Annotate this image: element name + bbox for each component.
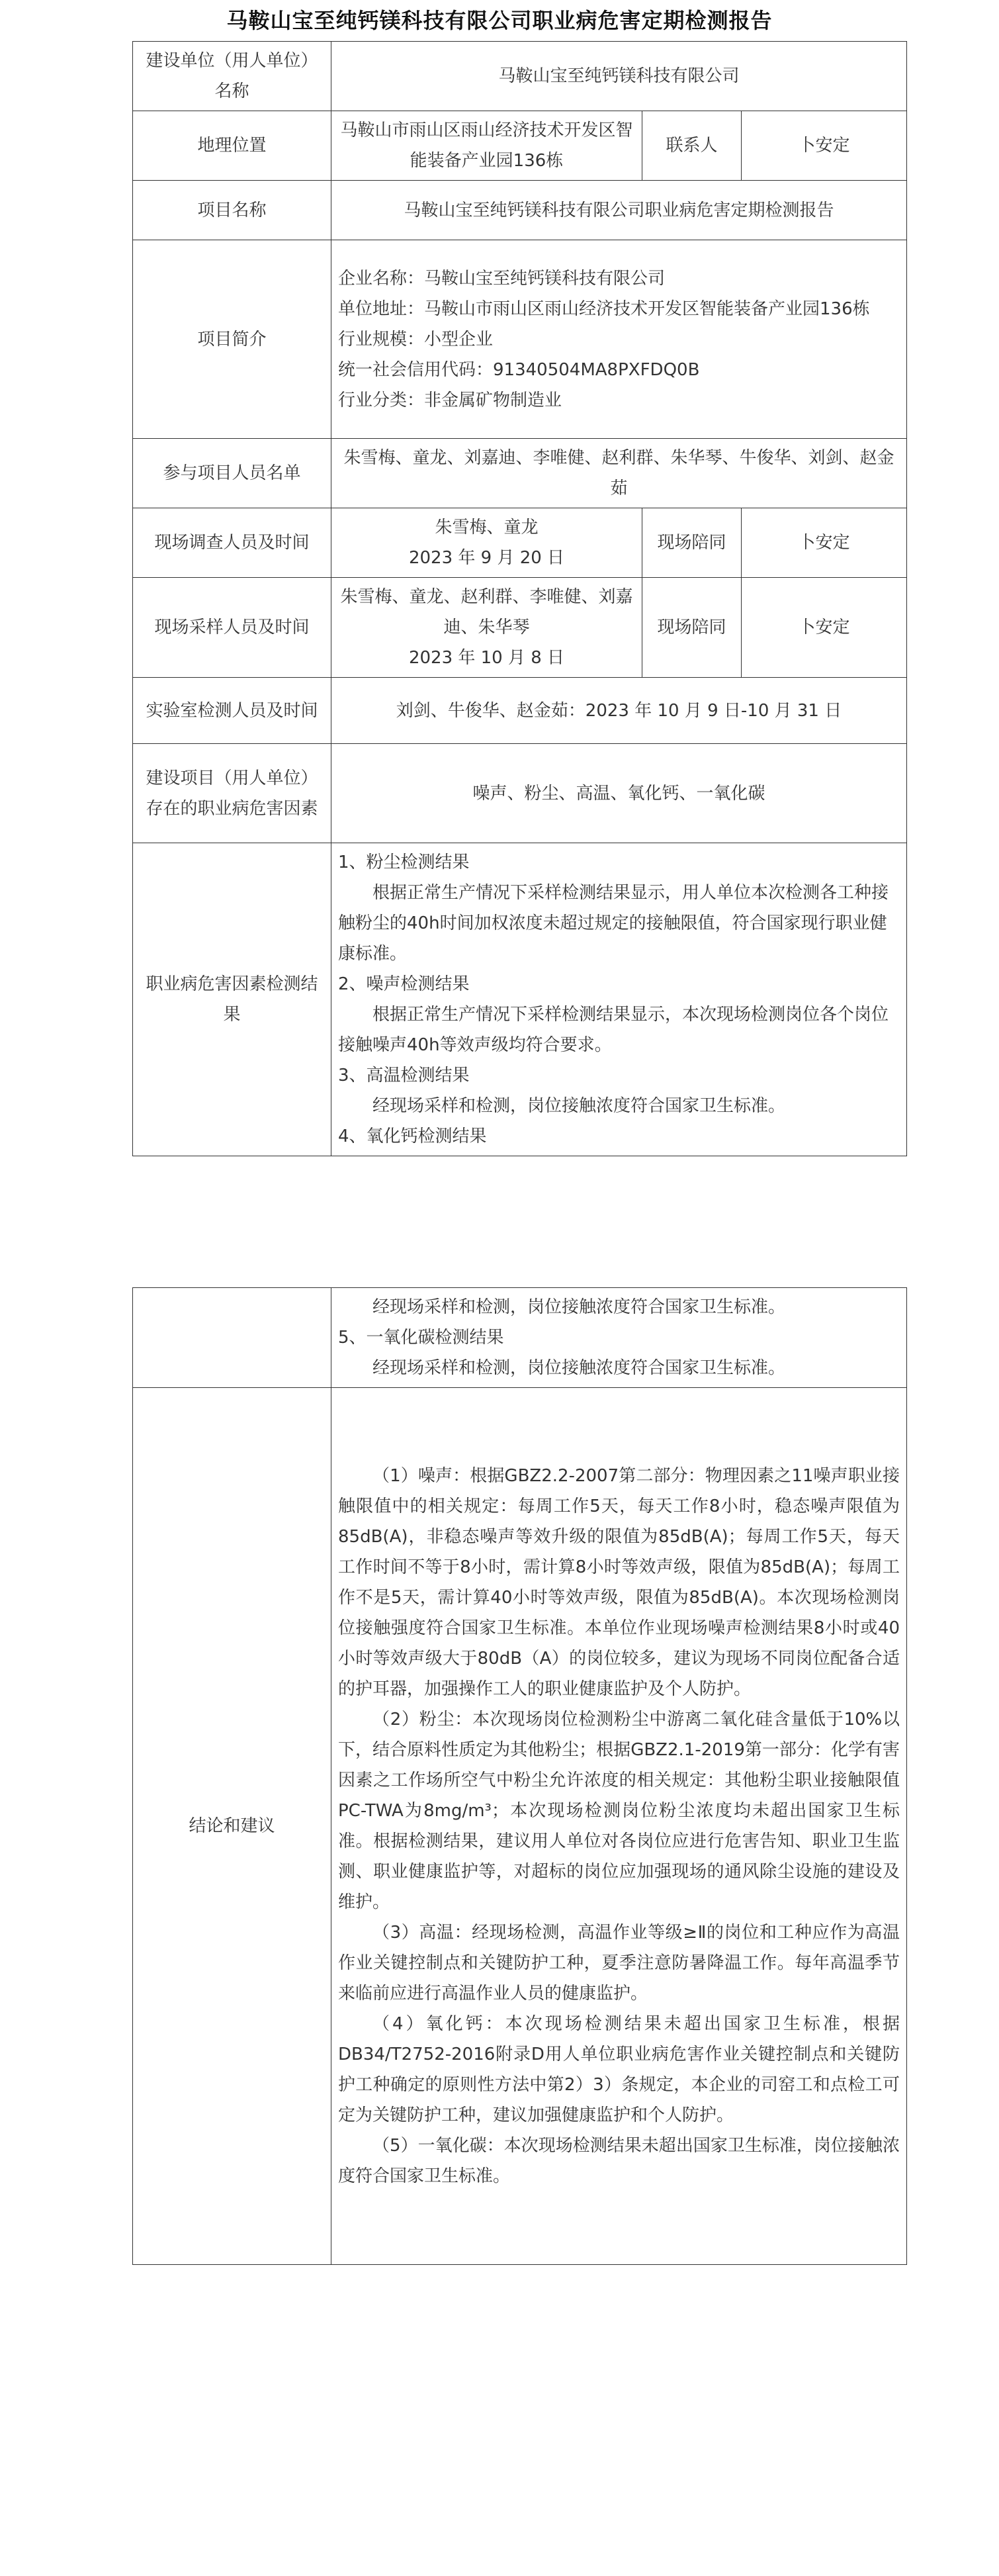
row-hazards xyxy=(133,744,907,843)
contact-label: 联系人 xyxy=(642,111,742,181)
survey-accompany-label: 现场陪同 xyxy=(642,508,742,578)
dust-result-heading: 1、粉尘检测结果 xyxy=(338,852,470,872)
lab-value: 刘剑、牛俊华、赵金茹：2023 年 10 月 9 日-10 月 31 日 xyxy=(331,678,907,744)
row-lab xyxy=(133,678,907,744)
noise-result-heading: 2、噪声检测结果 xyxy=(338,974,470,994)
co-result-text: 经现场采样和检测，岗位接触浓度符合国家卫生标准。 xyxy=(372,1358,786,1378)
page-title: 马鞍山宝至纯钙镁科技有限公司职业病危害定期检测报告 xyxy=(226,8,773,33)
noise-result-text: 根据正常生产情况下采样检测结果显示，本次现场检测岗位各个岗位接触噪声40h等效声级均符合要求。 xyxy=(338,1005,889,1055)
conclusion-heat: （3）高温：经现场检测，高温作业等级≥Ⅱ的岗位和工种应作为高温作业关键控制点和关键防护工种，夏季注意防暑降温工作。每年高温季节来临前应进行高温作业人员的健康监护。 xyxy=(338,1923,900,2003)
cao-result-text: 经现场采样和检测，岗位接触浓度符合国家卫生标准。 xyxy=(372,1297,786,1317)
intro-label: 项目简介 xyxy=(133,240,331,439)
unit-label: 建设单位（用人单位）名称 xyxy=(133,42,331,111)
hazards-label: 建设项目（用人单位）存在的职业病危害因素 xyxy=(133,744,331,843)
intro-content xyxy=(331,240,907,439)
conclusion-cao: （4）氧化钙：本次现场检测结果未超出国家卫生标准，根据DB34/T2752-2016附录D用人单位职业病危害作业关键控制点和关键防护工种确定的原则性方法中第2）3）条规定，本企业的司窑工和点检工可定为关键防护工种，建议加强健康监护和个人防护。 xyxy=(338,2014,900,2125)
report-table-page-1 xyxy=(132,41,907,1156)
cao-result-heading: 4、氧化钙检测结果 xyxy=(338,1127,487,1146)
sampling-people: 朱雪梅、童龙、赵利群、李唯健、刘嘉迪、朱华琴 xyxy=(340,587,633,637)
sampling-label: 现场采样人员及时间 xyxy=(133,578,331,678)
survey-people: 朱雪梅、童龙 xyxy=(435,518,539,537)
unit-value: 马鞍山宝至纯钙镁科技有限公司 xyxy=(331,42,907,111)
row-unit xyxy=(133,42,907,111)
results-content xyxy=(331,843,907,1156)
row-intro xyxy=(133,240,907,439)
row-location xyxy=(133,111,907,181)
lab-label: 实验室检测人员及时间 xyxy=(133,678,331,744)
row-survey xyxy=(133,508,907,578)
results-continued-content xyxy=(331,1288,907,1388)
sampling-date: 2023 年 10 月 8 日 xyxy=(408,648,565,668)
location-value: 马鞍山市雨山区雨山经济技术开发区智能装备产业园136栋 xyxy=(331,111,642,181)
intro-company-name: 企业名称：马鞍山宝至纯钙镁科技有限公司 xyxy=(338,268,666,289)
survey-accompany-value: 卜安定 xyxy=(742,508,907,578)
results-continued-label xyxy=(133,1288,331,1388)
dust-result-text: 根据正常生产情况下采样检测结果显示，用人单位本次检测各工种接触粉尘的40h时间加权浓度未超过规定的接触限值，符合国家现行职业健康标准。 xyxy=(338,883,889,964)
hazards-value: 噪声、粉尘、高温、氧化钙、一氧化碳 xyxy=(331,744,907,843)
survey-cell xyxy=(331,508,642,578)
conclusion-label: 结论和建议 xyxy=(133,1388,331,2265)
survey-date: 2023 年 9 月 20 日 xyxy=(408,548,565,568)
intro-industry: 行业分类：非金属矿物制造业 xyxy=(338,390,562,410)
project-name-label: 项目名称 xyxy=(133,181,331,240)
heat-result-heading: 3、高温检测结果 xyxy=(338,1066,470,1085)
row-sampling xyxy=(133,578,907,678)
sampling-accompany-label: 现场陪同 xyxy=(642,578,742,678)
intro-scale: 行业规模：小型企业 xyxy=(338,329,494,349)
row-results xyxy=(133,843,907,1156)
participants-label: 参与项目人员名单 xyxy=(133,439,331,508)
location-label: 地理位置 xyxy=(133,111,331,181)
conclusion-dust: （2）粉尘：本次现场岗位检测粉尘中游离二氧化硅含量低于10%以下，结合原料性质定为其他粉尘；根据GBZ2.1-2019第一部分：化学有害因素之工作场所空气中粉尘允许浓度的相关规定：其他粉尘职业接触限值PC-TWA为8mg/m³；本次现场检测岗位粉尘浓度均未超出国家卫生标准。根据检测结果，建议用人单位对各岗位应进行危害告知、职业卫生监测、职业健康监护等，对超标的岗位应加强现场的通风除尘设施的建设及维护。 xyxy=(338,1710,900,1912)
report-table-page-2 xyxy=(132,1287,907,2265)
survey-label: 现场调查人员及时间 xyxy=(133,508,331,578)
conclusion-co: （5）一氧化碳：本次现场检测结果未超出国家卫生标准，岗位接触浓度符合国家卫生标准。 xyxy=(338,2136,900,2186)
conclusion-noise: （1）噪声：根据GBZ2.2-2007第二部分：物理因素之11噪声职业接触限值中的相关规定：每周工作5天，每天工作8小时，稳态噪声限值为85dB(A)，非稳态噪声等效升级的限值为85dB(A)；每周工作5天，每天工作时间不等于8小时，需计算8小时等效声级，限值为85dB(A)；每周工作不是5天，需计算40小时等效声级，限值为85dB(A)。本次现场检测岗位接触强度符合国家卫生标准。本单位作业现场噪声检测结果8小时或40小时等效声级大于80dB（A）的岗位较多，建议为现场不同岗位配备合适的护耳器，加强操作工人的职业健康监护及个人防护。 xyxy=(338,1466,900,1699)
row-participants xyxy=(133,439,907,508)
intro-address: 单位地址：马鞍山市雨山区雨山经济技术开发区智能装备产业园136栋 xyxy=(338,299,870,319)
project-name-value: 马鞍山宝至纯钙镁科技有限公司职业病危害定期检测报告 xyxy=(331,181,907,240)
intro-credit-code: 统一社会信用代码：91340504MA8PXFDQ0B xyxy=(338,359,700,380)
results-label: 职业病危害因素检测结果 xyxy=(133,843,331,1156)
sampling-accompany-value: 卜安定 xyxy=(742,578,907,678)
row-conclusion xyxy=(133,1388,907,2265)
participants-value: 朱雪梅、童龙、刘嘉迪、李唯健、赵利群、朱华琴、牛俊华、刘剑、赵金茹 xyxy=(331,439,907,508)
conclusion-content xyxy=(331,1388,907,2265)
row-project-name xyxy=(133,181,907,240)
heat-result-text: 经现场采样和检测，岗位接触浓度符合国家卫生标准。 xyxy=(372,1096,786,1116)
contact-value: 卜安定 xyxy=(742,111,907,181)
co-result-heading: 5、一氧化碳检测结果 xyxy=(338,1328,504,1348)
row-results-continued xyxy=(133,1288,907,1388)
sampling-cell xyxy=(331,578,642,678)
